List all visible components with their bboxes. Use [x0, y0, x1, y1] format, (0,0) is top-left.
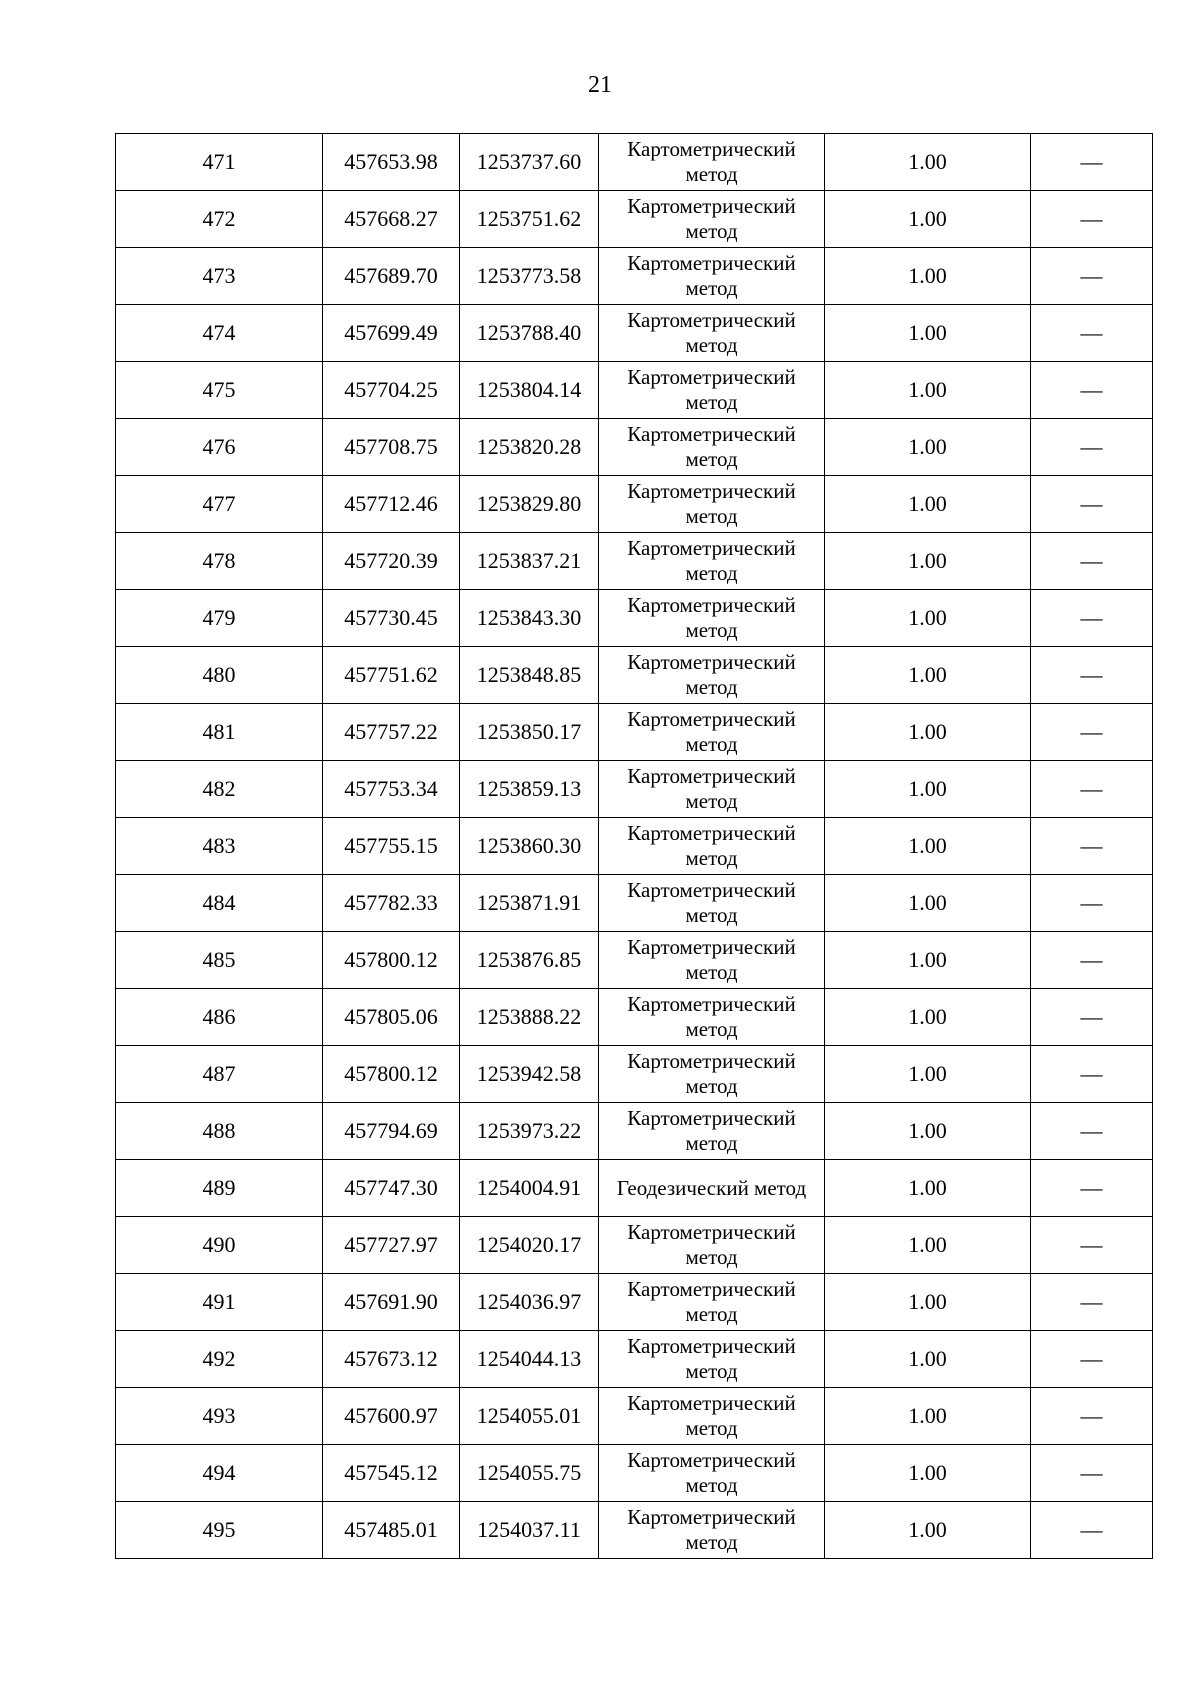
- coordinate-y-cell: 1253751.62: [460, 191, 599, 248]
- coordinate-y-cell: 1254020.17: [460, 1217, 599, 1274]
- point-number-cell: 485: [116, 932, 323, 989]
- coordinate-y-cell: 1253788.40: [460, 305, 599, 362]
- coordinate-x-cell: 457600.97: [323, 1388, 460, 1445]
- coordinate-y-cell: 1253837.21: [460, 533, 599, 590]
- coordinate-y-cell: 1254004.91: [460, 1160, 599, 1217]
- point-number-cell: 492: [116, 1331, 323, 1388]
- coordinate-x-cell: 457673.12: [323, 1331, 460, 1388]
- table-row: [116, 1388, 1153, 1445]
- method-cell: Картометрический метод: [599, 191, 825, 248]
- table-row: [116, 1445, 1153, 1502]
- note-cell: —: [1031, 704, 1153, 761]
- method-cell: Картометрический метод: [599, 875, 825, 932]
- coordinate-x-cell: 457668.27: [323, 191, 460, 248]
- point-number-cell: 494: [116, 1445, 323, 1502]
- note-cell: —: [1031, 1103, 1153, 1160]
- table-row: [116, 1046, 1153, 1103]
- method-cell: Картометрический метод: [599, 1445, 825, 1502]
- table-row: [116, 1217, 1153, 1274]
- coordinate-x-cell: 457794.69: [323, 1103, 460, 1160]
- table-row: [116, 590, 1153, 647]
- precision-cell: 1.00: [825, 134, 1031, 191]
- precision-cell: 1.00: [825, 989, 1031, 1046]
- precision-cell: 1.00: [825, 1331, 1031, 1388]
- note-cell: —: [1031, 248, 1153, 305]
- note-cell: —: [1031, 1388, 1153, 1445]
- method-cell: Картометрический метод: [599, 476, 825, 533]
- method-cell: Картометрический метод: [599, 305, 825, 362]
- coordinates-table-body: [116, 134, 1153, 1559]
- note-cell: —: [1031, 134, 1153, 191]
- precision-cell: 1.00: [825, 704, 1031, 761]
- method-cell: Картометрический метод: [599, 533, 825, 590]
- note-cell: —: [1031, 1046, 1153, 1103]
- coordinate-x-cell: 457720.39: [323, 533, 460, 590]
- coordinate-x-cell: 457545.12: [323, 1445, 460, 1502]
- precision-cell: 1.00: [825, 590, 1031, 647]
- table-row: [116, 476, 1153, 533]
- point-number-cell: 472: [116, 191, 323, 248]
- table-row: [116, 305, 1153, 362]
- method-cell: Картометрический метод: [599, 818, 825, 875]
- precision-cell: 1.00: [825, 305, 1031, 362]
- coordinate-y-cell: 1254055.75: [460, 1445, 599, 1502]
- precision-cell: 1.00: [825, 875, 1031, 932]
- coordinate-y-cell: 1253888.22: [460, 989, 599, 1046]
- coordinate-x-cell: 457689.70: [323, 248, 460, 305]
- coordinate-y-cell: 1253843.30: [460, 590, 599, 647]
- table-row: [116, 704, 1153, 761]
- method-cell: Картометрический метод: [599, 590, 825, 647]
- point-number-cell: 489: [116, 1160, 323, 1217]
- table-row: [116, 533, 1153, 590]
- table-row: [116, 647, 1153, 704]
- page-number: 21: [588, 72, 612, 98]
- table-row: [116, 1274, 1153, 1331]
- method-cell: Картометрический метод: [599, 647, 825, 704]
- precision-cell: 1.00: [825, 191, 1031, 248]
- table-row: [116, 761, 1153, 818]
- method-cell: Геодезический метод: [599, 1160, 825, 1217]
- precision-cell: 1.00: [825, 533, 1031, 590]
- coordinates-table: [115, 133, 1153, 1559]
- method-cell: Картометрический метод: [599, 248, 825, 305]
- precision-cell: 1.00: [825, 761, 1031, 818]
- method-cell: Картометрический метод: [599, 1274, 825, 1331]
- method-cell: Картометрический метод: [599, 362, 825, 419]
- precision-cell: 1.00: [825, 419, 1031, 476]
- precision-cell: 1.00: [825, 362, 1031, 419]
- note-cell: —: [1031, 305, 1153, 362]
- precision-cell: 1.00: [825, 818, 1031, 875]
- point-number-cell: 474: [116, 305, 323, 362]
- method-cell: Картометрический метод: [599, 1103, 825, 1160]
- coordinate-x-cell: 457485.01: [323, 1502, 460, 1559]
- precision-cell: 1.00: [825, 476, 1031, 533]
- method-cell: Картометрический метод: [599, 1046, 825, 1103]
- table-row: [116, 248, 1153, 305]
- coordinate-x-cell: 457757.22: [323, 704, 460, 761]
- table-row: [116, 1331, 1153, 1388]
- coordinate-y-cell: 1253871.91: [460, 875, 599, 932]
- coordinate-y-cell: 1253829.80: [460, 476, 599, 533]
- table-row: [116, 419, 1153, 476]
- coordinate-x-cell: 457704.25: [323, 362, 460, 419]
- coordinate-y-cell: 1254037.11: [460, 1502, 599, 1559]
- point-number-cell: 482: [116, 761, 323, 818]
- point-number-cell: 475: [116, 362, 323, 419]
- point-number-cell: 479: [116, 590, 323, 647]
- note-cell: —: [1031, 647, 1153, 704]
- method-cell: Картометрический метод: [599, 932, 825, 989]
- coordinate-x-cell: 457747.30: [323, 1160, 460, 1217]
- note-cell: —: [1031, 419, 1153, 476]
- point-number-cell: 487: [116, 1046, 323, 1103]
- note-cell: —: [1031, 533, 1153, 590]
- coordinate-x-cell: 457699.49: [323, 305, 460, 362]
- precision-cell: 1.00: [825, 647, 1031, 704]
- coordinate-x-cell: 457805.06: [323, 989, 460, 1046]
- method-cell: Картометрический метод: [599, 1502, 825, 1559]
- point-number-cell: 491: [116, 1274, 323, 1331]
- coordinate-x-cell: 457753.34: [323, 761, 460, 818]
- coordinate-y-cell: 1253737.60: [460, 134, 599, 191]
- method-cell: Картометрический метод: [599, 1331, 825, 1388]
- note-cell: —: [1031, 875, 1153, 932]
- point-number-cell: 486: [116, 989, 323, 1046]
- note-cell: —: [1031, 191, 1153, 248]
- coordinate-y-cell: 1254036.97: [460, 1274, 599, 1331]
- method-cell: Картометрический метод: [599, 134, 825, 191]
- precision-cell: 1.00: [825, 1160, 1031, 1217]
- method-cell: Картометрический метод: [599, 704, 825, 761]
- note-cell: —: [1031, 989, 1153, 1046]
- table-row: [116, 875, 1153, 932]
- precision-cell: 1.00: [825, 1502, 1031, 1559]
- note-cell: —: [1031, 1331, 1153, 1388]
- point-number-cell: 490: [116, 1217, 323, 1274]
- point-number-cell: 495: [116, 1502, 323, 1559]
- coordinate-x-cell: 457730.45: [323, 590, 460, 647]
- table-row: [116, 932, 1153, 989]
- method-cell: Картометрический метод: [599, 1217, 825, 1274]
- coordinate-y-cell: 1253804.14: [460, 362, 599, 419]
- method-cell: Картометрический метод: [599, 419, 825, 476]
- note-cell: —: [1031, 1445, 1153, 1502]
- coordinate-y-cell: 1253820.28: [460, 419, 599, 476]
- precision-cell: 1.00: [825, 932, 1031, 989]
- coordinate-x-cell: 457800.12: [323, 932, 460, 989]
- coordinate-x-cell: 457755.15: [323, 818, 460, 875]
- note-cell: —: [1031, 818, 1153, 875]
- precision-cell: 1.00: [825, 1046, 1031, 1103]
- note-cell: —: [1031, 1217, 1153, 1274]
- note-cell: —: [1031, 761, 1153, 818]
- method-cell: Картометрический метод: [599, 1388, 825, 1445]
- method-cell: Картометрический метод: [599, 989, 825, 1046]
- coordinate-y-cell: 1253773.58: [460, 248, 599, 305]
- coordinate-x-cell: 457712.46: [323, 476, 460, 533]
- point-number-cell: 484: [116, 875, 323, 932]
- note-cell: —: [1031, 362, 1153, 419]
- coordinate-x-cell: 457727.97: [323, 1217, 460, 1274]
- table-row: [116, 1103, 1153, 1160]
- note-cell: —: [1031, 590, 1153, 647]
- point-number-cell: 478: [116, 533, 323, 590]
- coordinate-y-cell: 1253860.30: [460, 818, 599, 875]
- note-cell: —: [1031, 932, 1153, 989]
- coordinate-x-cell: 457800.12: [323, 1046, 460, 1103]
- precision-cell: 1.00: [825, 1445, 1031, 1502]
- precision-cell: 1.00: [825, 1274, 1031, 1331]
- point-number-cell: 480: [116, 647, 323, 704]
- coordinate-y-cell: 1254044.13: [460, 1331, 599, 1388]
- coordinate-x-cell: 457782.33: [323, 875, 460, 932]
- note-cell: —: [1031, 1274, 1153, 1331]
- coordinate-y-cell: 1253848.85: [460, 647, 599, 704]
- point-number-cell: 488: [116, 1103, 323, 1160]
- table-row: [116, 1160, 1153, 1217]
- point-number-cell: 481: [116, 704, 323, 761]
- coordinate-y-cell: 1253876.85: [460, 932, 599, 989]
- table-row: [116, 989, 1153, 1046]
- precision-cell: 1.00: [825, 1217, 1031, 1274]
- note-cell: —: [1031, 1502, 1153, 1559]
- table-row: [116, 191, 1153, 248]
- point-number-cell: 471: [116, 134, 323, 191]
- coordinate-y-cell: 1253859.13: [460, 761, 599, 818]
- table-row: [116, 1502, 1153, 1559]
- coordinate-x-cell: 457653.98: [323, 134, 460, 191]
- coordinate-x-cell: 457708.75: [323, 419, 460, 476]
- coordinate-x-cell: 457691.90: [323, 1274, 460, 1331]
- point-number-cell: 493: [116, 1388, 323, 1445]
- table-row: [116, 134, 1153, 191]
- coordinate-y-cell: 1253850.17: [460, 704, 599, 761]
- note-cell: —: [1031, 1160, 1153, 1217]
- point-number-cell: 473: [116, 248, 323, 305]
- coordinate-y-cell: 1253942.58: [460, 1046, 599, 1103]
- precision-cell: 1.00: [825, 248, 1031, 305]
- note-cell: —: [1031, 476, 1153, 533]
- method-cell: Картометрический метод: [599, 761, 825, 818]
- coordinate-x-cell: 457751.62: [323, 647, 460, 704]
- point-number-cell: 483: [116, 818, 323, 875]
- coordinate-y-cell: 1254055.01: [460, 1388, 599, 1445]
- point-number-cell: 477: [116, 476, 323, 533]
- precision-cell: 1.00: [825, 1388, 1031, 1445]
- table-row: [116, 818, 1153, 875]
- table-row: [116, 362, 1153, 419]
- coordinate-y-cell: 1253973.22: [460, 1103, 599, 1160]
- point-number-cell: 476: [116, 419, 323, 476]
- precision-cell: 1.00: [825, 1103, 1031, 1160]
